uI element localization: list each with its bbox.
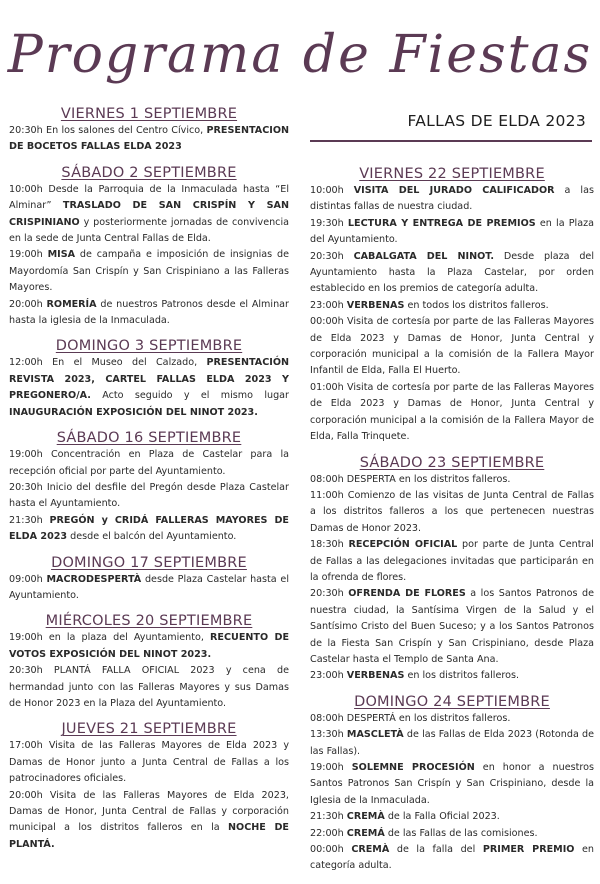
event-bold: CABALGATA DEL NINOT. — [353, 250, 495, 262]
day-section — [9, 106, 289, 165]
event-time: 20:30h — [310, 250, 344, 262]
event-post: a los Santos Patronos de nuestra ciudad, la Santísima Virgen de la Salud y el Santísimo Cristo del Buen Suceso; y a los Santos Patronos de la Fiesta San Crispín y San Crispiniano, desde Plaza Castelar hasta el Templo de Santa Ana. — [310, 588, 594, 665]
event-item — [9, 355, 289, 421]
event-time: 10:00h — [310, 185, 344, 196]
section-gap — [9, 853, 289, 862]
event-time: 08:00h — [310, 712, 344, 724]
event-item — [310, 537, 594, 586]
event-bold2: PRIMER PREMIO — [482, 844, 575, 856]
event-bold: CREMÀ — [346, 811, 385, 823]
event-bold: TRASLADO DE SAN CRISPÍN Y SAN CRISPINIANO — [9, 200, 289, 228]
event-bold: ROMERÍA — [46, 298, 97, 310]
event-post: en los distritos falleros. — [404, 670, 520, 682]
event-post: y posteriormente jornadas de convivencia en la sede de Junta Central Fallas de Elda. — [9, 216, 289, 245]
event-time: 00:00h — [310, 316, 344, 328]
event-pre: DESPERTÁ en los distritos falleros. — [343, 712, 511, 724]
event-time: 08:00h — [310, 473, 344, 485]
day-title: MIÉRCOLES 20 SEPTIEMBRE — [45, 613, 253, 630]
event-item — [310, 842, 594, 875]
day-section — [310, 166, 594, 455]
day-section — [9, 613, 289, 721]
day-title: DOMINGO 17 SEPTIEMBRE — [51, 554, 247, 571]
event-item — [310, 472, 594, 488]
event-post: desde Plaza Castelar hasta el Ayuntamiento. — [9, 573, 289, 601]
event-bold: MISA — [47, 249, 76, 261]
day-section — [9, 555, 289, 614]
event-post: en todos los distritos falleros. — [404, 299, 549, 311]
section-gap — [9, 546, 289, 555]
day-title: VIERNES 22 SEPTIEMBRE — [359, 166, 545, 182]
event-item — [310, 668, 594, 684]
event-item — [310, 711, 594, 727]
event-bold: RECUENTO DE VOTOS EXPOSICIÓN DEL NINOT 2023. — [9, 632, 289, 660]
event-time: 09:00h — [9, 573, 43, 585]
event-item — [9, 480, 289, 513]
event-pre: Visita de las Falleras Mayores de Elda 2023, Damas de Honor, Junta Central de Fallas y corporación municipal a los distritos falleros en la — [9, 789, 289, 834]
day-section — [9, 430, 289, 554]
event-item — [310, 183, 594, 216]
event-post: Desde plaza del Ayuntamiento hasta la Plaza Castelar, por orden establecido en los premios de categoría adulta. — [310, 250, 594, 295]
event-item — [310, 826, 594, 842]
event-item — [310, 488, 594, 537]
event-item — [9, 572, 289, 605]
brand-divider — [310, 140, 592, 142]
event-pre: DESPERTA en los distritos falleros. — [343, 473, 511, 485]
section-gap — [310, 685, 594, 694]
event-time: 19:30h — [310, 217, 344, 229]
event-item — [9, 182, 289, 248]
event-post: desde el balcón del Ayuntamiento. — [67, 531, 237, 543]
day-section — [310, 694, 594, 884]
event-pre — [43, 515, 50, 526]
event-item — [310, 314, 594, 380]
event-item — [310, 380, 594, 446]
event-item — [310, 809, 594, 825]
day-section — [9, 721, 289, 862]
event-item — [9, 630, 289, 663]
event-item — [9, 297, 289, 330]
event-post2: en categoría adulta. — [310, 844, 594, 872]
event-item — [310, 586, 594, 668]
day-title: VIERNES 1 SEPTIEMBRE — [60, 106, 238, 122]
right-column — [310, 106, 594, 884]
day-title: DOMINGO 3 SEPTIEMBRE — [55, 338, 243, 355]
section-gap — [9, 604, 289, 613]
event-pre: Inicio del desfile del Pregón desde Plaza Castelar hasta el Ayuntamiento. — [9, 481, 289, 510]
event-bold: OFRENDA DE FLORES — [348, 588, 466, 600]
event-pre: Visita de cortesía por parte de las Falleras Mayores de Elda 2023 y Damas de Honor, Junta Central y corporación municipal a la comisión de la Fallera Mayor de Elda, Falla Trinquete. — [310, 381, 594, 443]
event-time: 20:30h — [9, 125, 43, 136]
event-post: de la falla del — [389, 844, 483, 856]
event-bold: VERBENAS — [346, 670, 405, 682]
event-pre: En los salones del Centro Cívico, — [42, 125, 207, 136]
event-bold: MASCLETÀ — [346, 729, 404, 741]
event-bold: PREGÓN y CRIDÁ FALLERAS MAYORES DE ELDA 2023 — [9, 514, 289, 543]
event-time: 20:30h — [9, 481, 43, 493]
event-pre: Visita de las Falleras Mayores de Elda 2023 y Damas de Honor junto a Junta Central de Fallas a los patrocinadores oficiales. — [9, 740, 289, 785]
event-item — [310, 298, 594, 314]
day-section — [9, 165, 289, 339]
event-item — [9, 663, 289, 712]
event-pre: Desde la Parroquia de la Inmaculada hasta “El Alminar” — [9, 183, 289, 212]
event-post: de las Fallas de Elda 2023 (Rotonda de las Fallas). — [310, 729, 594, 757]
event-bold: MACRODESPERTÀ — [46, 573, 142, 585]
event-item — [9, 247, 289, 296]
event-bold: LECTURA Y ENTREGA DE PREMIOS — [347, 217, 536, 229]
event-pre: Concentración en Plaza de Castelar para la recepción oficial por parte del Ayuntamiento. — [9, 449, 289, 477]
event-pre — [344, 762, 352, 773]
event-time: 20:00h — [9, 298, 43, 310]
event-time: 23:00h — [310, 670, 344, 682]
event-bold: PRESENTACION DE BOCETOS FALLAS ELDA 2023 — [9, 125, 289, 153]
event-pre: Visita de cortesía por parte de las Falleras Mayores de Elda 2023 y Damas de Honor, Junta Central y corporación municipal a la comisión de la Fallera Mayor Infantil de Elda, Falla El Huerto. — [310, 316, 594, 377]
event-bold: NOCHE DE PLANTÁ. — [9, 822, 289, 850]
event-time: 11:00h — [310, 489, 344, 501]
event-bold: CREMÀ — [351, 844, 390, 856]
event-time: 01:00h — [310, 381, 344, 393]
event-item — [310, 216, 594, 249]
event-time: 19:00h — [310, 762, 344, 773]
event-time: 20:00h — [9, 789, 43, 801]
day-title: SÁBADO 16 SEPTIEMBRE — [56, 430, 242, 447]
event-time: 12:00h — [9, 357, 43, 369]
event-bold: PRESENTACIÓN REVISTA 2023, CARTEL FALLAS ELDA 2023 Y PREGONERO/A. — [9, 357, 289, 402]
event-time: 20:30h — [310, 588, 344, 600]
event-post: a las distintas fallas de nuestra ciudad. — [310, 185, 594, 213]
event-time: 10:00h — [9, 183, 43, 195]
event-time: 23:00h — [310, 299, 344, 311]
event-bold: RECEPCIÓN OFICIAL — [348, 539, 458, 551]
event-time: 17:00h — [9, 740, 43, 752]
event-bold: CREMÁ — [346, 827, 385, 839]
event-bold2: INAUGURACIÓN EXPOSICIÓN DEL NINOT 2023. — [9, 406, 258, 418]
event-pre — [344, 251, 354, 262]
event-time: 19:00h — [9, 249, 43, 261]
event-time: 22:00h — [310, 827, 344, 839]
event-item — [9, 123, 289, 156]
event-post: de nuestros Patronos desde el Alminar hasta la iglesia de la Inmaculada. — [9, 298, 289, 327]
event-time: 20:30h — [9, 665, 43, 677]
event-time: 21:30h — [9, 514, 43, 526]
event-post: por parte de Junta Central de Fallas a las delegaciones invitadas que participarán en la ofrenda de flores. — [310, 539, 594, 583]
event-bold: VISITA DEL JURADO CALIFICADOR — [353, 185, 555, 196]
section-gap — [9, 712, 289, 721]
section-gap — [9, 421, 289, 430]
event-post: en la Plaza del Ayuntamiento. — [310, 217, 594, 246]
brand-title: FALLAS DE ELDA 2023 — [407, 112, 586, 130]
event-time: 18:30h — [310, 539, 344, 551]
day-title: SÁBADO 2 SEPTIEMBRE — [61, 164, 237, 181]
event-item — [310, 727, 594, 760]
event-time: 19:00h — [9, 632, 43, 644]
day-title: DOMINGO 24 SEPTIEMBRE — [354, 693, 550, 710]
event-time: 13:30h — [310, 729, 344, 741]
event-pre: Comienzo de las visitas de Junta Central de Fallas a los distritos falleros a los que pertenecen nuestras Damas de Honor 2023. — [310, 489, 594, 534]
day-title: JUEVES 21 SEPTIEMBRE — [61, 721, 237, 738]
event-pre: PLANTÁ FALLA OFICIAL 2023 y cena de hermandad junto con las Falleras Mayores y sus Damas de Honor 2023 en la Plaza del Ayuntamiento. — [9, 665, 289, 709]
left-column — [9, 106, 289, 862]
section-gap — [9, 329, 289, 338]
event-post: de las Fallas de las comisiones. — [384, 827, 538, 839]
event-item — [9, 788, 289, 854]
event-post: Acto seguido y el mismo lugar — [90, 390, 289, 402]
event-post: en honor a nuestros Santos Patronos San Crispín y San Crispiniano, desde la Iglesia de la Inmaculada. — [310, 762, 594, 806]
event-pre: en la plaza del Ayuntamiento, — [42, 632, 211, 644]
event-bold: SOLEMNE PROCESIÓN — [351, 762, 475, 773]
section-gap — [310, 446, 594, 455]
section-gap — [310, 875, 594, 884]
event-time: 19:00h — [9, 449, 43, 461]
brand-header — [310, 112, 594, 138]
event-item — [9, 513, 289, 546]
event-bold: VERBENAS — [346, 299, 405, 311]
day-section — [9, 338, 289, 430]
event-time: 00:00h — [310, 844, 344, 856]
event-item — [310, 249, 594, 298]
event-item — [9, 738, 289, 787]
event-item — [310, 760, 594, 809]
event-post: de la Falla Oficial 2023. — [384, 811, 500, 823]
page-title: Programa de Fiestas — [7, 25, 593, 85]
event-item — [9, 447, 289, 480]
event-time: 21:30h — [310, 811, 344, 823]
day-title: SÁBADO 23 SEPTIEMBRE — [359, 454, 545, 471]
event-post: de campaña e imposición de insignias de Mayordomía San Crispín y San Crispiniano a las Falleras Mayores. — [9, 249, 289, 294]
section-gap — [9, 156, 289, 165]
event-pre: En el Museo del Calzado, — [42, 357, 207, 369]
event-pre — [344, 185, 354, 196]
day-section — [310, 455, 594, 694]
